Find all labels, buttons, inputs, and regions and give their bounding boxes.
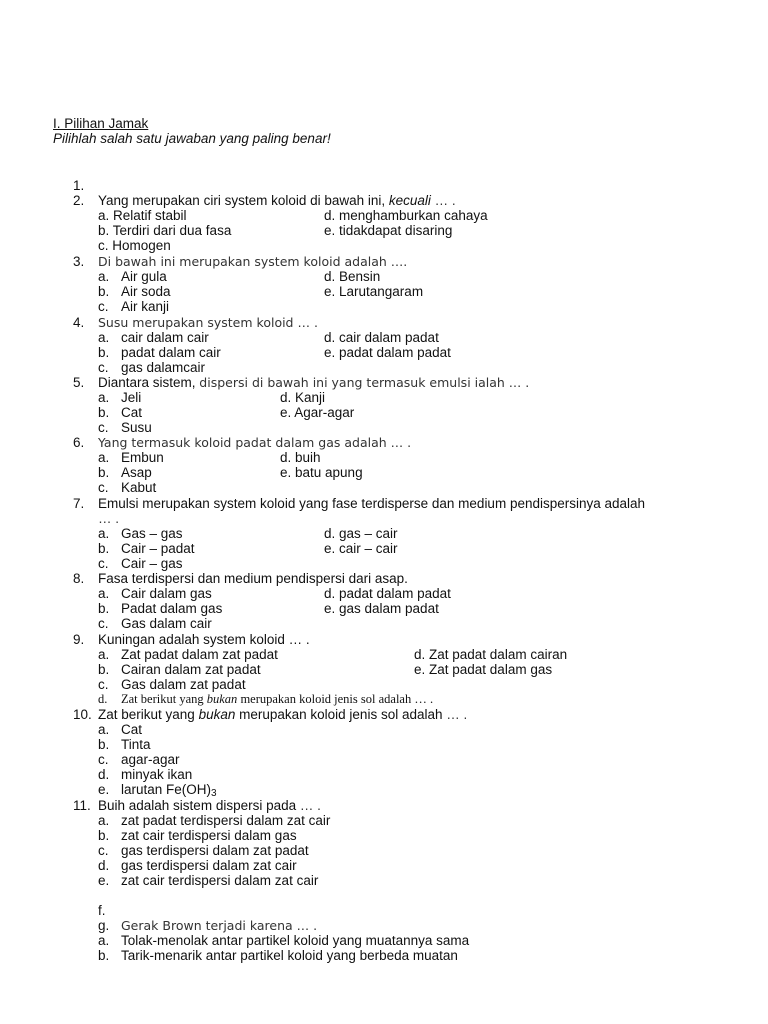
option-text: d. Zat padat dalam cairan	[414, 647, 568, 662]
option-text: e. padat dalam padat	[324, 345, 451, 360]
option-text: zat cair terdispersi dalam gas	[121, 828, 297, 843]
option-letter: b.	[98, 284, 110, 299]
option-text: Tolak-menolak antar partikel koloid yang muatannya sama	[121, 933, 470, 948]
option-text: Padat dalam gas	[121, 601, 223, 616]
option-letter: b.	[98, 601, 110, 616]
question-stem: Zat berikut yang bukan merupakan koloid jenis sol adalah … .	[98, 707, 468, 722]
option-text: Gas dalam cair	[121, 616, 212, 631]
option-text: e. Agar-agar	[280, 405, 355, 420]
option-text: a. Relatif stabil	[98, 208, 187, 223]
option-letter: b.	[98, 405, 110, 420]
question-number: 11.	[73, 798, 91, 813]
question-stem: Fasa terdispersi dan medium pendispersi dari asap.	[98, 571, 408, 586]
question-number: 2.	[73, 193, 85, 208]
option-text: Cair – gas	[121, 556, 183, 571]
question-stem: Buih adalah sistem dispersi pada … .	[98, 798, 321, 813]
question-number: 8.	[73, 571, 85, 586]
option-text: Cair dalam gas	[121, 586, 212, 601]
question-stem: Emulsi merupakan system koloid yang fase terdisperse dan medium pendispersinya adalah	[98, 496, 646, 511]
option-letter: c.	[98, 616, 109, 631]
option-letter: b.	[98, 737, 110, 752]
option-text: Cat	[121, 405, 143, 420]
option-text: gas terdispersi dalam zat padat	[121, 843, 309, 858]
option-letter: a.	[98, 647, 110, 662]
option-text: e. Larutangaram	[324, 284, 424, 299]
question-number: 7.	[73, 496, 85, 511]
option-text: Gas – gas	[121, 526, 183, 541]
option-letter: a.	[98, 269, 110, 284]
option-text: d. gas – cair	[324, 526, 398, 541]
option-letter: c.	[98, 752, 109, 767]
option-letter: c.	[98, 360, 109, 375]
option-text: e. batu apung	[280, 465, 363, 480]
option-text: Cair – padat	[121, 541, 195, 556]
option-text: Cairan dalam zat padat	[121, 662, 261, 677]
option-letter: a.	[98, 722, 110, 737]
option-text: Air gula	[121, 269, 167, 284]
option-letter: c.	[98, 843, 109, 858]
option-text: d. Bensin	[324, 269, 381, 284]
option-letter: b.	[98, 948, 110, 963]
section-instruction: Pilihlah salah satu jawaban yang paling benar!	[53, 131, 331, 146]
option-text: e. tidakdapat disaring	[324, 223, 453, 238]
question-number: 4.	[73, 315, 85, 330]
option-text: gas terdispersi dalam zat cair	[121, 858, 297, 873]
option-text: zat cair terdispersi dalam zat cair	[121, 873, 319, 888]
option-text: agar-agar	[121, 752, 180, 767]
option-text: d. buih	[280, 450, 321, 465]
option-letter: a.	[98, 330, 110, 345]
question-number: 3.	[73, 254, 85, 269]
question-number: 1.	[73, 178, 85, 193]
option-letter: a.	[98, 586, 110, 601]
option-text: Air soda	[121, 284, 171, 299]
question-number: f.	[98, 903, 106, 918]
option-letter: d.	[98, 767, 110, 782]
option-text: Kabut	[121, 480, 157, 495]
option-letter: b.	[98, 465, 110, 480]
option-text: Tarik-menarik antar partikel koloid yang berbeda muatan	[121, 948, 458, 963]
option-text: Zat padat dalam zat padat	[121, 647, 278, 662]
option-text: d. padat dalam padat	[324, 586, 451, 601]
option-text: e. cair – cair	[324, 541, 398, 556]
option-text: Susu	[121, 420, 152, 435]
option-text: Tinta	[121, 737, 151, 752]
question-number: 10.	[73, 707, 92, 722]
question-number: 9.	[73, 632, 85, 647]
question-number: g.	[98, 918, 110, 933]
question-stem: Diantara sistem, dispersi di bawah ini yang termasuk emulsi ialah … .	[98, 375, 530, 390]
option-text: zat padat terdispersi dalam zat cair	[121, 813, 331, 828]
option-text: Jeli	[121, 390, 142, 405]
option-text: padat dalam cair	[121, 345, 221, 360]
option-letter: a.	[98, 390, 110, 405]
option-letter: e.	[98, 782, 110, 797]
option-text: b. Terdiri dari dua fasa	[98, 223, 232, 238]
option-letter: d.	[98, 692, 108, 706]
question-stem: Yang termasuk koloid padat dalam gas adalah … .	[98, 435, 412, 450]
option-letter: a.	[98, 450, 110, 465]
question-number: 5.	[73, 375, 85, 390]
option-text: e. Zat padat dalam gas	[414, 662, 553, 677]
section-heading: I. Pilihan Jamak	[53, 116, 149, 131]
option-letter: a.	[98, 933, 110, 948]
option-letter: c.	[98, 677, 109, 692]
option-text: cair dalam cair	[121, 330, 209, 345]
option-letter: a.	[98, 813, 110, 828]
option-letter: b.	[98, 828, 110, 843]
question-number: 6.	[73, 435, 85, 450]
option-text: Asap	[121, 465, 152, 480]
option-letter: a.	[98, 526, 110, 541]
option-letter: d.	[98, 858, 110, 873]
option-letter: c.	[98, 299, 109, 314]
option-text: d. cair dalam padat	[324, 330, 439, 345]
option-text: minyak ikan	[121, 767, 193, 782]
option-letter: c.	[98, 556, 109, 571]
option-text: Embun	[121, 450, 164, 465]
option-letter: c.	[98, 480, 109, 495]
option-letter: b.	[98, 662, 110, 677]
question-stem: Di bawah ini merupakan system koloid adalah ….	[98, 254, 408, 269]
option-letter: e.	[98, 873, 110, 888]
option-text: larutan $Fe(OH)_3$	[121, 782, 217, 799]
question-stem: Gerak Brown terjadi karena … .	[121, 918, 318, 933]
option-letter: b.	[98, 345, 110, 360]
option-text: gas dalamcair	[121, 360, 206, 375]
option-text: d. menghamburkan cahaya	[324, 208, 488, 223]
option-text: c. Homogen	[98, 238, 171, 253]
subscript: 3	[211, 788, 217, 799]
option-text: d. Kanji	[280, 390, 326, 405]
option-letter: b.	[98, 541, 110, 556]
option-letter: c.	[98, 420, 109, 435]
question-stem: Susu merupakan system koloid … .	[98, 315, 318, 330]
question-stem: Kuningan adalah system koloid … .	[98, 632, 310, 647]
option-text: Zat berikut yang bukan merupakan koloid jenis sol adalah … .	[121, 692, 434, 706]
option-text: Air kanji	[121, 299, 170, 314]
option-text: Cat	[121, 722, 143, 737]
question-stem: Yang merupakan ciri system koloid di bawah ini, kecuali … .	[98, 193, 456, 208]
option-text: Gas dalam zat padat	[121, 677, 246, 692]
option-text: e. gas dalam padat	[324, 601, 439, 616]
question-stem-dots: … .	[98, 511, 120, 526]
